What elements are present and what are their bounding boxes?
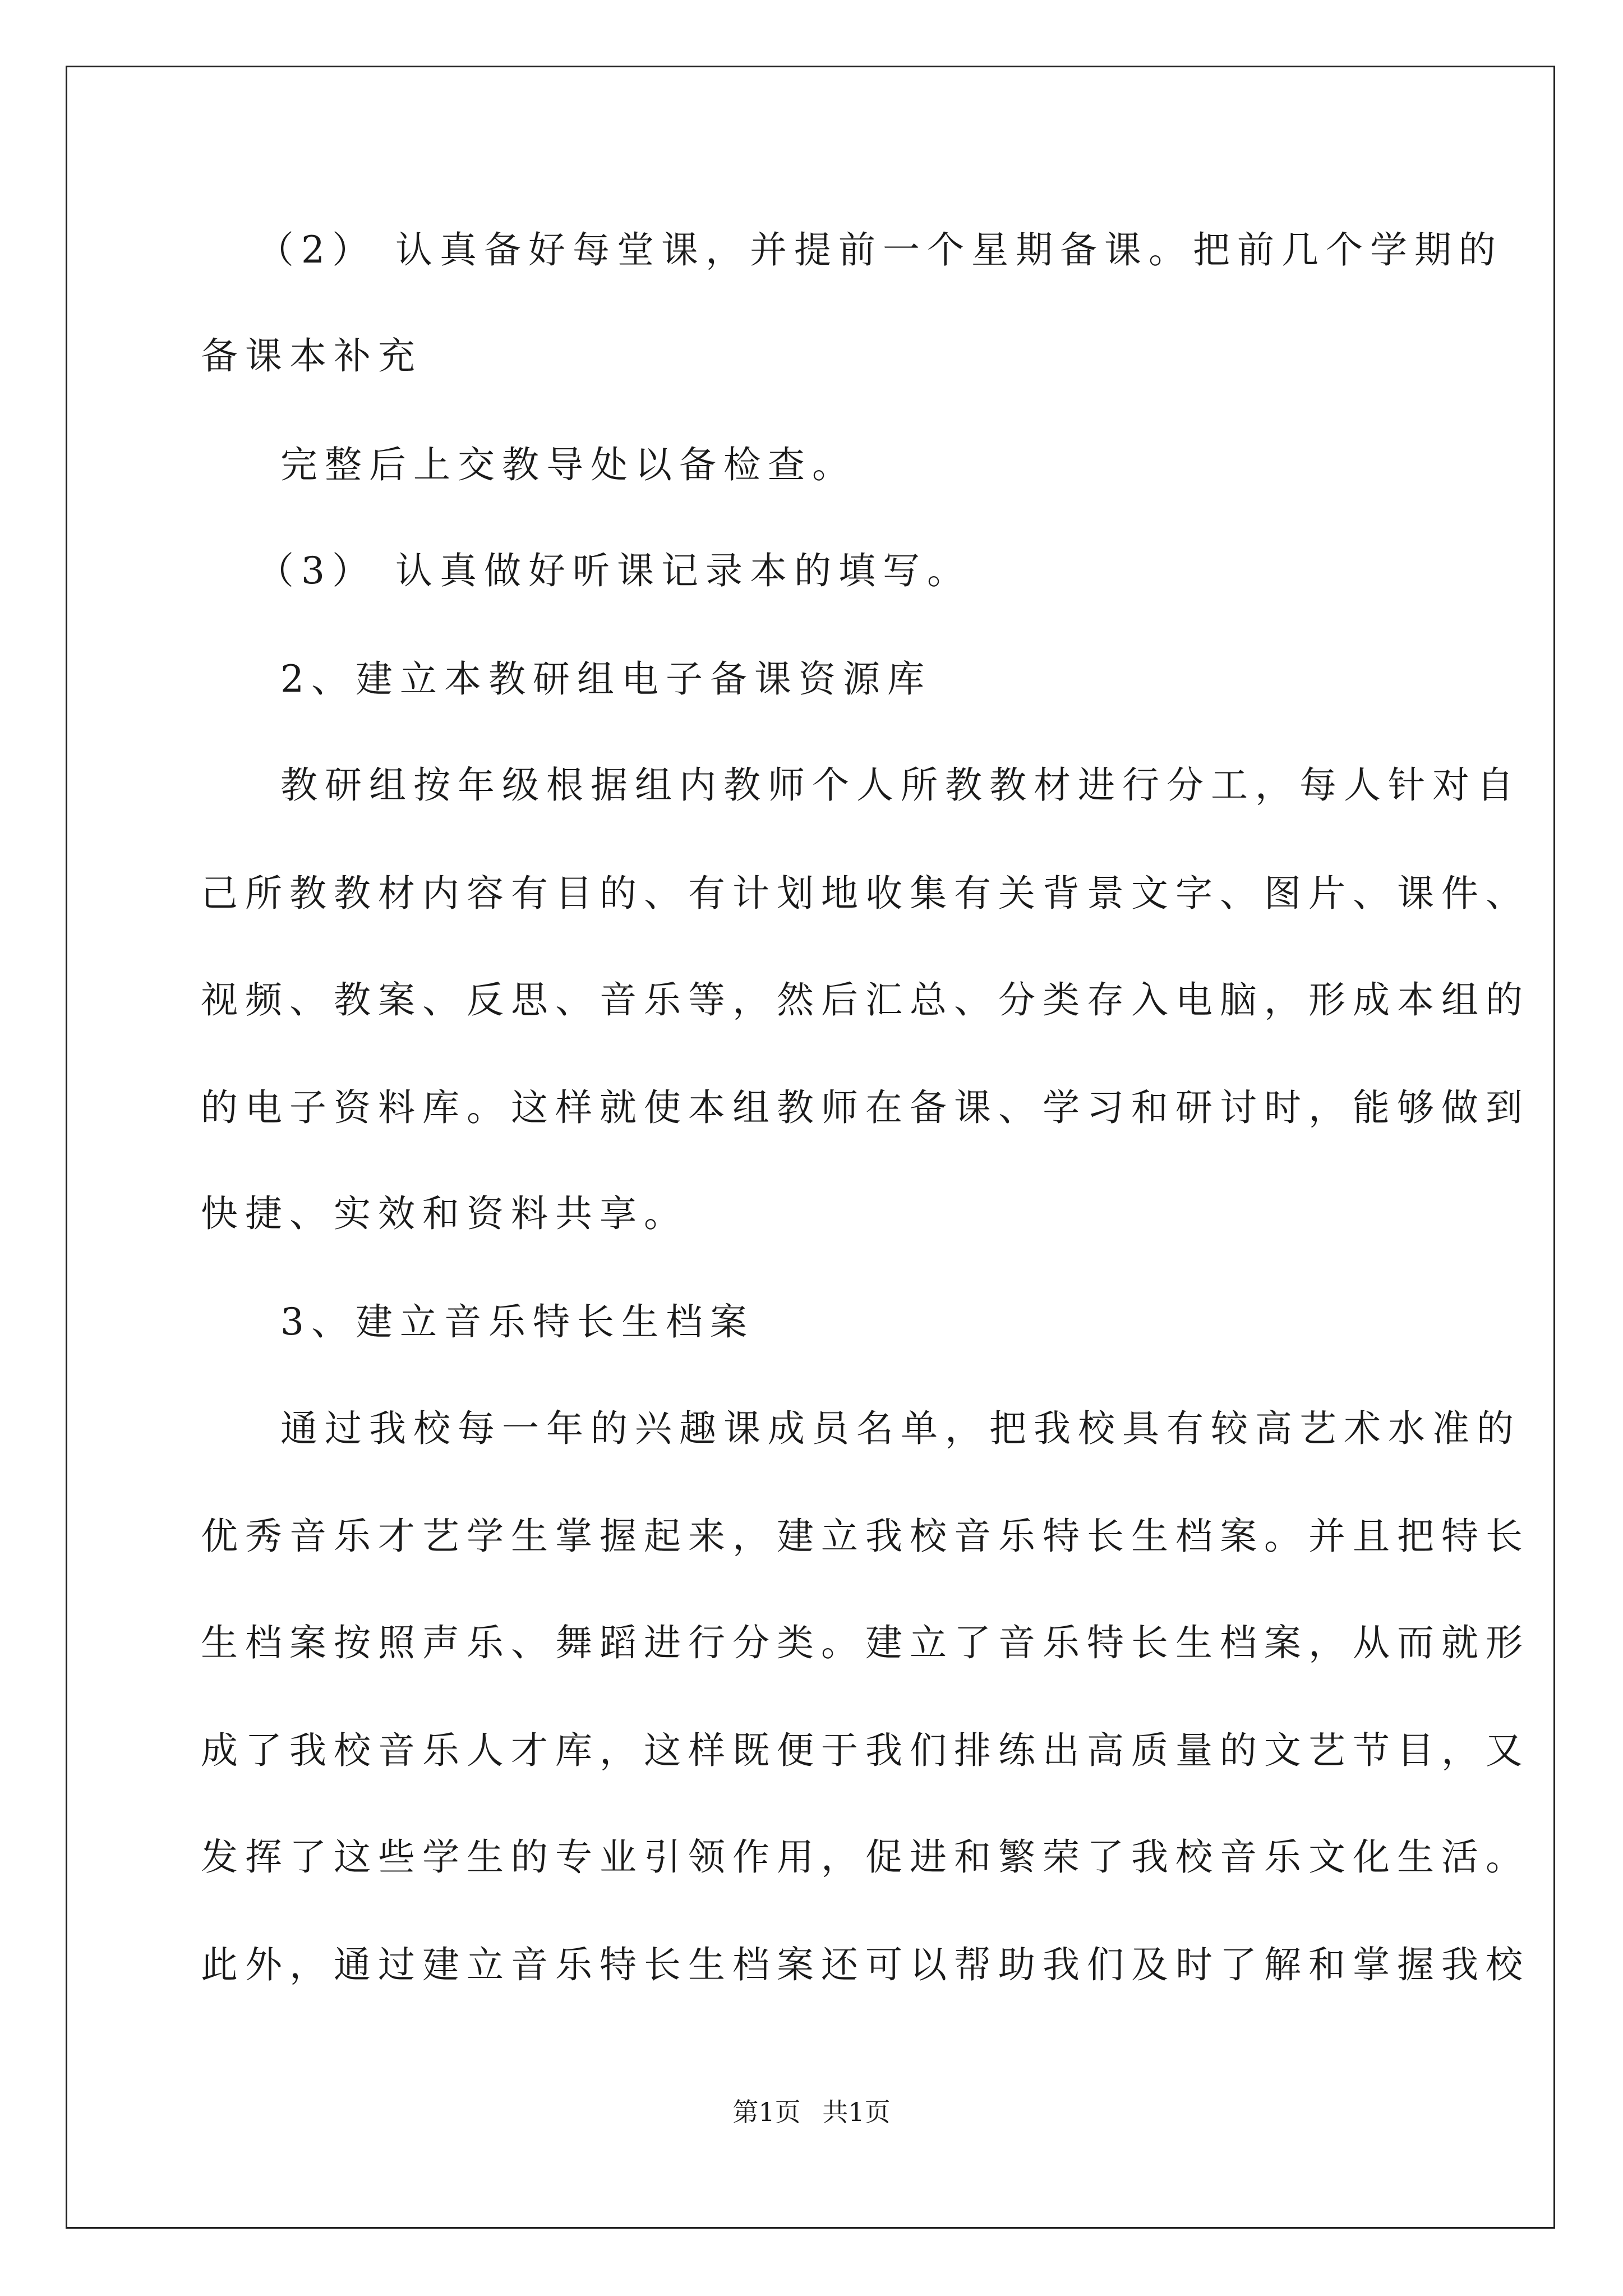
section-heading-3: 3、建立音乐特长生档案: [280, 1300, 754, 1343]
text-line-12: 通过我校每一年的兴趣课成员名单，把我校具有较高艺术水准的: [280, 1407, 1521, 1450]
section-heading-2: 2、建立本教研组电子备课资源库: [280, 657, 932, 701]
text-line-10: 快捷、实效和资料共享。: [201, 1192, 688, 1235]
text-line-14: 生档案按照声乐、舞蹈进行分类。建立了音乐特长生档案，从而就形: [201, 1621, 1530, 1664]
text-line-7: 己所教教材内容有目的、有计划地收集有关背景文字、图片、课件、: [201, 872, 1530, 915]
text-line-2: 备课本补充: [201, 334, 422, 378]
text-line-15: 成了我校音乐人才库，这样既便于我们排练出高质量的文艺节目，又: [201, 1729, 1530, 1772]
text-line-6: 教研组按年级根据组内教师个人所教教材进行分工，每人针对自: [280, 763, 1521, 807]
text-line-16: 发挥了这些学生的专业引领作用，促进和繁荣了我校音乐文化生活。: [201, 1835, 1530, 1879]
text-line-4: （3） 认真做好听课记录本的填写。: [257, 549, 971, 592]
text-line-1: （2） 认真备好每堂课，并提前一个星期备课。把前几个学期的: [257, 228, 1503, 272]
text-line-8: 视频、教案、反思、音乐等，然后汇总、分类存入电脑，形成本组的: [201, 978, 1530, 1022]
page-number: 第1页: [732, 2097, 801, 2127]
page-border: [66, 66, 1555, 2229]
page-footer: [0, 2099, 1623, 2125]
text-line-13: 优秀音乐才艺学生掌握起来，建立我校音乐特长生档案。并且把特长: [201, 1515, 1530, 1558]
page-total: 共1页: [822, 2097, 891, 2127]
text-line-17: 此外，通过建立音乐特长生档案还可以帮助我们及时了解和掌握我校: [201, 1943, 1530, 1986]
text-line-3: 完整后上交教导处以备检查。: [280, 443, 856, 486]
text-line-9: 的电子资料库。这样就使本组教师在备课、学习和研讨时，能够做到: [201, 1086, 1530, 1129]
